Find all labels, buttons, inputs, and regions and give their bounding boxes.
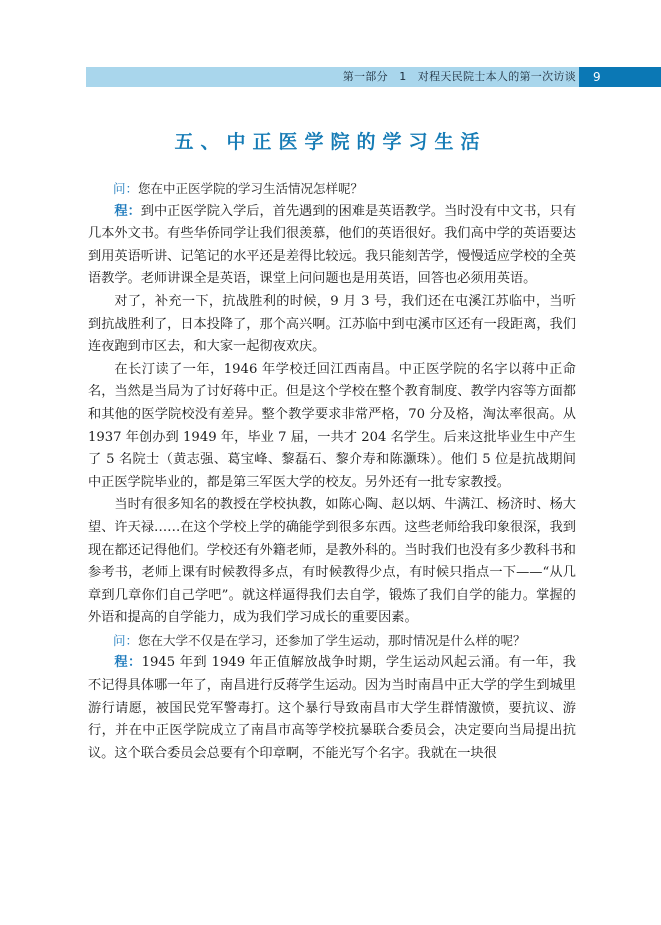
paragraph-text: 在长汀读了一年，1946 年学校迁回江西南昌。中正医学院的名字以蒋中正命名，当然是当局为了讨好蒋中正。但是这个学校在整个教育制度、教学内容等方面都和其他的医学院校没有差异。整个教学要求非常严格，70 分及格，淘汰率很高。从 1937 年创办到 1949 年，毕业 7 届，一共才 204 名学生。后来这批毕业生中产生了 5 名院士（黄志强、葛宝峰、黎磊石、黎介寿和陈灏珠）。他们 5 位是抗战期间中正医学院毕业的，都是第三军医大学的校友。另外还有一批专家教授。: [88, 361, 576, 490]
paragraph: [88, 291, 576, 359]
paragraph-text: 您在中正医学院的学习生活情况怎样呢？: [138, 181, 364, 196]
speaker-label: 问：: [113, 181, 139, 196]
answer-paragraph: [88, 201, 576, 291]
paragraph-text: 当时有很多知名的教授在学校执教，如陈心陶、赵以炳、牛满江、杨济时、杨大望、许天禄……在这个学校上学的确能学到很多东西。这些老师给我印象很深，我到现在都还记得他们。学校还有外籍老师，是教外科的。当时我们也没有多少教科书和参考书，老师上课有时候教得多点，有时候教得少点，有时候只指点一下——“从几章到几章你们自己学吧”。就这样逼得我们去自学，锻炼了我们自学的能力。掌握的外语和提高的自学能力，成为我们学习成长的重要因素。: [88, 497, 576, 626]
paragraph-text: 1945 年到 1949 年正值解放战争时期，学生运动风起云涌。有一年，我不记得具体哪一年了，南昌进行反蒋学生运动。因为当时南昌中正大学的学生到城里游行请愿，被国民党军警毒打。这个暴行导致南昌市大学生群情激愤，要抗议、游行，并在中正医学院成立了南昌市高等学校抗暴联合委员会，决定要向当局提出抗议。这个联合委员会总要有个印章啊，不能光写个名字。我就在一块很: [88, 655, 576, 761]
paragraph-text: 对了，补充一下，抗战胜利的时候，9 月 3 号，我们还在屯溪江苏临中，当听到抗战胜利了，日本投降了，那个高兴啊。江苏临中到屯溪市区还有一段距离，我们连夜跑到市区去，和大家一起彻夜欢庆。: [88, 293, 576, 355]
answer-paragraph: [88, 652, 576, 765]
section-title: 五、中正医学院的学习生活: [174, 131, 487, 153]
page-number: 9: [579, 67, 661, 87]
question-paragraph: [88, 630, 576, 653]
speaker-label: 程：: [114, 203, 141, 219]
paragraph: [88, 359, 576, 495]
paragraph-text: 您在大学不仅是在学习，还参加了学生运动，那时情况是什么样的呢？: [138, 632, 526, 648]
speaker-label: 程：: [114, 655, 142, 671]
running-header: 第一部分 1 对程天民院士本人的第一次访谈: [342, 70, 576, 83]
question-paragraph: [88, 178, 576, 201]
body-text: [88, 178, 576, 765]
paragraph-text: 到中正医学院入学后，首先遇到的困难是英语教学。当时没有中文书，只有几本外文书。有些华侨同学让我们很羡慕，他们的英语很好。我们高中学的英语要达到用英语听讲、记笔记的水平还是差得比较远。我只能刻苦学，慢慢适应学校的全英语教学。老师讲课全是英语，课堂上问问题也是用英语，回答也必须用英语。: [88, 203, 577, 287]
paragraph: [88, 494, 576, 630]
speaker-label: 问：: [113, 632, 139, 648]
